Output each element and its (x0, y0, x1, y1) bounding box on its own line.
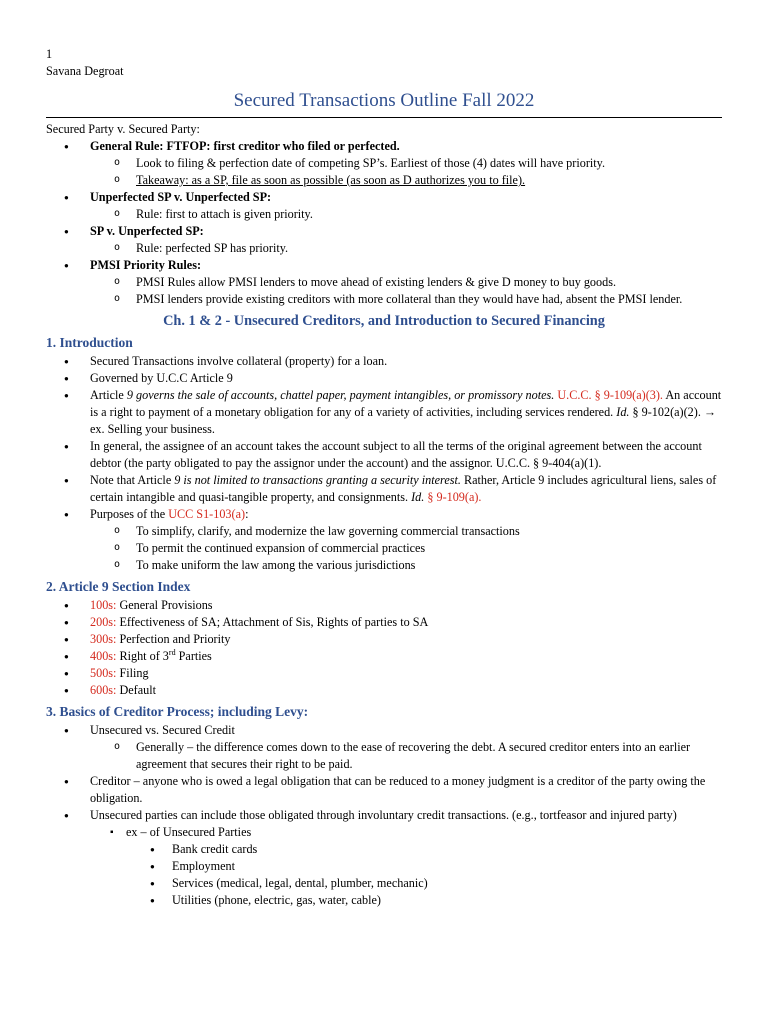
section-heading-introduction: 1. Introduction (46, 335, 133, 350)
page-number: 1 (46, 47, 53, 61)
list-item: o To make uniform the law among the various jurisdictions (92, 557, 722, 574)
introduction-list (46, 353, 722, 574)
citation: § 9-109(a). (424, 490, 482, 504)
list-item: o PMSI Rules allow PMSI lenders to move ahead of existing lenders & give D money to buy goods. (92, 274, 722, 291)
list-item: o Look to filing & perfection date of competing SP’s. Earliest of those (4) dates will have priority. (92, 155, 722, 172)
list-item: ● Creditor – anyone who is owed a legal obligation that can be reduced to a money judgment is a creditor of the party owing the obligation. (46, 773, 722, 807)
list-item: ● Article 9 governs the sale of accounts, chattel paper, payment intangibles, or promissory notes. U.C.C. § 9-109(a)(3). An account is a right to payment of a monetary obligation for any of a variety of activities, including services rendered. Id. § 9-102(a)(2). → ex. Selling your business. (46, 387, 722, 438)
list-item (46, 138, 722, 189)
list-item: ● 100s: General Provisions (46, 597, 722, 614)
list-item: o To permit the continued expansion of commercial practices (92, 540, 722, 557)
citation: U.C.C. § 9-109(a)(3). (554, 388, 663, 402)
list-item (46, 223, 722, 257)
list-item: o Generally – the difference comes down to the ease of recovering the debt. A secured creditor enters into an earlier agreement that secures their right to be paid. (92, 739, 722, 773)
list-item: ● Employment (148, 858, 722, 875)
list-item: ● Purposes of the UCC S1-103(a): o To simplify, clarify, and modernize the law governing commercial transactions o To permit the continued expansion of commercial practices o To make uniform the law among the various jurisdictions (46, 506, 722, 574)
examples-list (116, 824, 722, 909)
general-rule-label: General Rule: FTFOP: first creditor who filed or perfected. (90, 139, 400, 153)
document-title: Secured Transactions Outline Fall 2022 (46, 90, 722, 118)
list-item (46, 189, 722, 223)
list-item: ● 200s: Effectiveness of SA; Attachment of Sis, Rights of parties to SA (46, 614, 722, 631)
list-item: ● Bank credit cards (148, 841, 722, 858)
list-item (92, 172, 722, 189)
list-item: ● 600s: Default (46, 682, 722, 699)
list-item: ● 400s: Right of 3rd Parties (46, 648, 722, 665)
intro-list (46, 138, 722, 308)
document-page (46, 46, 722, 909)
list-item: ● Secured Transactions involve collateral (property) for a loan. (46, 353, 722, 370)
unperfected-label: Unperfected SP v. Unperfected SP: (90, 190, 272, 204)
list-item: ● Note that Article 9 is not limited to transactions granting a security interest. Rather, Article 9 includes agricultural liens, sales of certain intangible and quasi-tangible property, and consignments. Id. § 9-109(a). (46, 472, 722, 506)
section-index-list (46, 597, 722, 699)
list-item: ● Unsecured parties can include those obligated through involuntary credit transactions. (e.g., tortfeasor and injured party) (46, 807, 722, 824)
chapter-heading: Ch. 1 & 2 - Unsecured Creditors, and Introduction to Secured Financing (163, 313, 605, 329)
list-item: o Rule: perfected SP has priority. (92, 240, 722, 257)
list-item: ▪ ex – of Unsecured Parties ● Bank credit cards ● Employment ● Services (medical, legal, dental, plumber, mechanic) ● Utilities (phone, electric, gas, water, cable) (116, 824, 722, 909)
sp-unperfected-label: SP v. Unperfected SP: (90, 224, 204, 238)
list-item: ● Utilities (phone, electric, gas, water, cable) (148, 892, 722, 909)
list-item: o To simplify, clarify, and modernize the law governing commercial transactions (92, 523, 722, 540)
section-heading-index: 2. Article 9 Section Index (46, 579, 191, 594)
citation: UCC S1-103(a) (168, 507, 246, 521)
list-item: ● 300s: Perfection and Priority (46, 631, 722, 648)
pmsi-label: PMSI Priority Rules: (90, 258, 202, 272)
takeaway-text: Takeaway: as a SP, file as soon as possible (as soon as D authorizes you to file). (136, 173, 526, 187)
list-item: ● In general, the assignee of an account takes the account subject to all the terms of the original agreement between the account debtor (the party obligated to pay the assignor under the account) and the assignor. U.C.C. § 9-404(a)(1). (46, 438, 722, 472)
creditor-process-list (46, 722, 722, 824)
author-name: Savana Degroat (46, 64, 124, 78)
list-item: ● Governed by U.C.C Article 9 (46, 370, 722, 387)
list-item: o PMSI lenders provide existing creditors with more collateral than they would have had, absent the PMSI lender. (92, 291, 722, 308)
intro-heading: Secured Party v. Secured Party: (46, 122, 200, 136)
list-item (46, 257, 722, 308)
list-item: ● Unsecured vs. Secured Credit o Generally – the difference comes down to the ease of recovering the debt. A secured creditor enters into an earlier agreement that secures their right to be paid. (46, 722, 722, 773)
list-item: o Rule: first to attach is given priority. (92, 206, 722, 223)
section-heading-creditor-process: 3. Basics of Creditor Process; including Levy: (46, 704, 309, 719)
list-item: ● 500s: Filing (46, 665, 722, 682)
list-item: ● Services (medical, legal, dental, plumber, mechanic) (148, 875, 722, 892)
